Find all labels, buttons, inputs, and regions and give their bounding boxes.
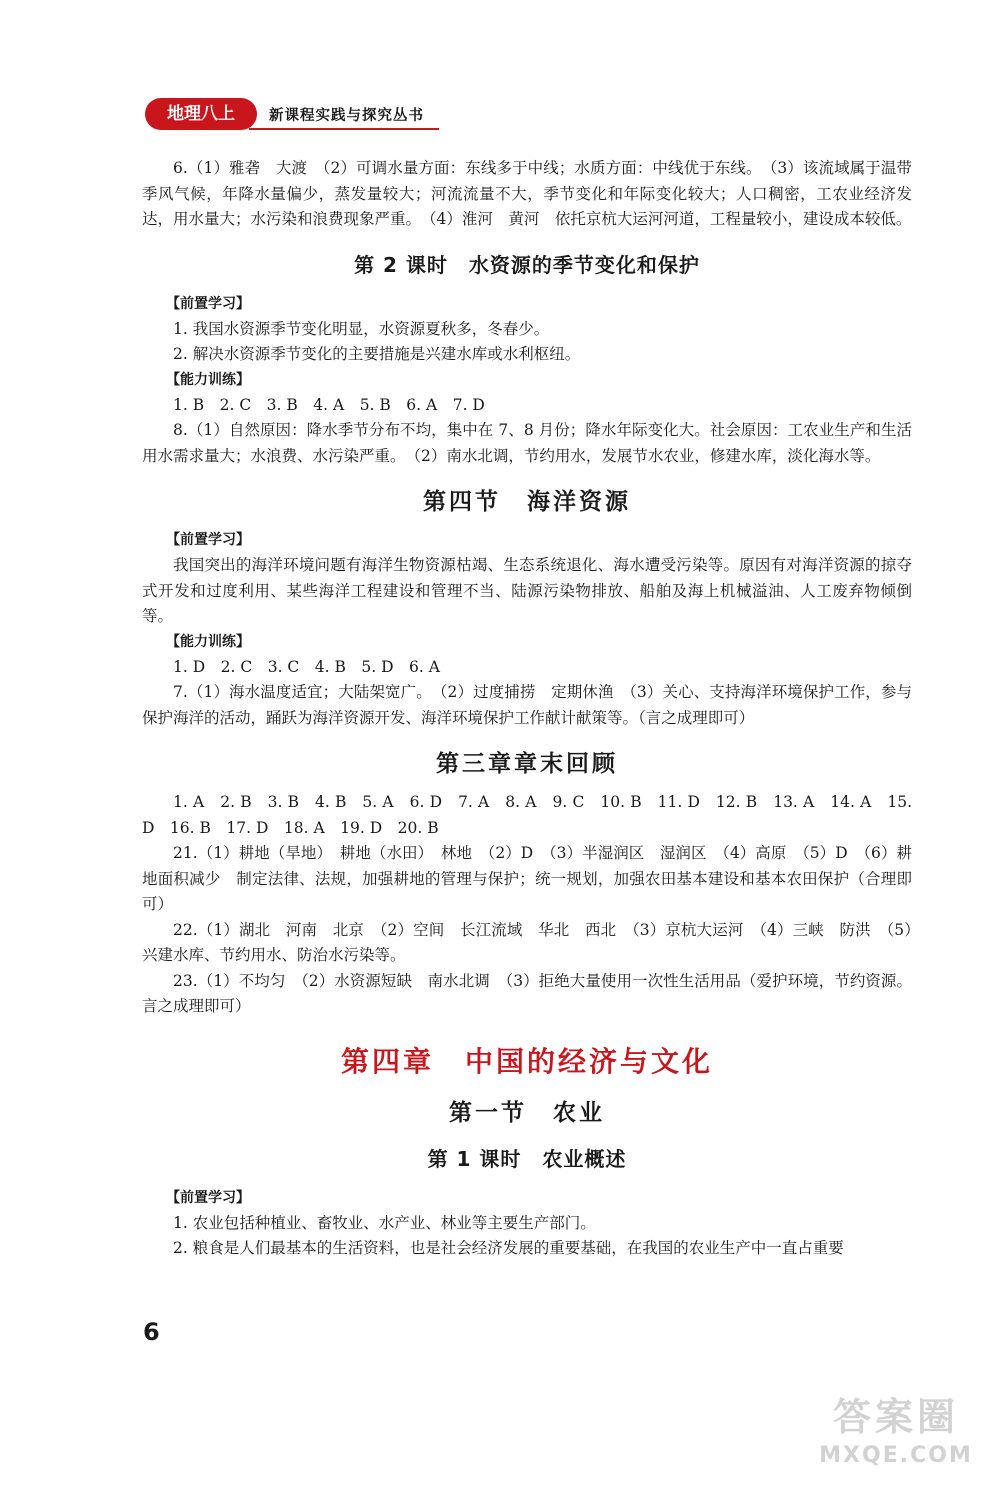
answer-q6: 6.（1）雅砻 大渡 （2）可调水量方面：东线多于中线；水质方面：中线优于东线。 （3）该流域属于温带季风气候，年降水量偏少，蒸发量较大；河流流量不大，季节变化和年际变化较大；人口稠密，工农业经济发达，用水量大；水污染和浪费现象严重。 （4）淮河 黄河 依托京杭大运河河道，工程量较小，建设成本较低。: [142, 159, 912, 228]
label-ability-training: 【能力训练】: [166, 633, 250, 650]
subject-badge: 地理八上: [145, 98, 257, 130]
section-4-title: 第四节 海洋资源: [423, 489, 631, 515]
preview-answer-2: 2. 粮食是人们最基本的生活资料，也是社会经济发展的重要基础，在我国的农业生产中一直占重要: [173, 1239, 844, 1257]
answer-q23: 23.（1）不均匀 （2）水资源短缺 南水北调 （3）拒绝大量使用一次性生活用品（爱护环境，节约资源。言之成理即可）: [142, 971, 912, 1015]
running-header: [145, 98, 445, 134]
mc-answers: 1. B 2. C 3. B 4. A 5. B 6. A 7. D: [173, 395, 485, 414]
watermark-url: MXQE.COM: [819, 1443, 973, 1468]
chapter-4-title: 第四章 中国的经济与文化: [340, 1044, 713, 1078]
preview-answer-1: 1. 我国水资源季节变化明显，水资源夏秋多，冬春少。: [173, 319, 550, 338]
answer-q7: 7.（1）海水温度适宜；大陆架宽广。 （2）过度捕捞 定期休渔 （3）关心、支持海洋环境保护工作，参与保护海洋的活动，踊跃为海洋资源开发、海洋环境保护工作献计献策等。（言之成理即可）: [142, 683, 912, 727]
page-content: [142, 156, 912, 1262]
label-preview-study: 【前置学习】: [166, 532, 250, 548]
series-title: 新课程实践与探究丛书: [269, 108, 424, 124]
chapter-review-title: 第三章章末回顾: [436, 751, 618, 777]
preview-text: 我国突出的海洋环境问题有海洋生物资源枯竭、生态系统退化、海水遭受污染等。原因有对海洋资源的掠夺式开发和过度利用、某些海洋工程建设和管理不当、陆源污染物排放、船舶及海上机械溢油、人工废弃物倾倒等。: [142, 556, 912, 625]
lesson-1-title: 第 1 课时 农业概述: [427, 1146, 627, 1171]
watermark-text: 答案圈: [832, 1395, 959, 1439]
preview-answer-1: 1. 农业包括种植业、畜牧业、水产业、林业等主要生产部门。: [173, 1213, 596, 1232]
label-preview-study: 【前置学习】: [166, 1189, 250, 1206]
answer-q22: 22.（1）湖北 河南 北京 （2）空间 长江流域 华北 西北 （3）京杭大运河 （4）三峡 防洪 （5）兴建水库、节约用水、防治水污染等。: [142, 920, 912, 964]
preview-answer-2: 2. 解决水资源季节变化的主要措施是兴建水库或水利枢纽。: [173, 345, 581, 363]
review-mc-answers: 1. A 2. B 3. B 4. B 5. A 6. D 7. A 8. A 9. C 10. B 11. D 12. B 13. A 14. A 15. D 16. B 17. D 18. A 19. D 20. B: [142, 793, 912, 837]
mc-answers: 1. D 2. C 3. C 4. B 5. D 6. A: [173, 657, 440, 676]
answer-q21: 21.（1）耕地（旱地） 耕地（水田） 林地 （2）D （3）半湿润区 湿润区 （4）高原 （5）D （6）耕地面积减少 制定法律、法规，加强耕地的管理与保护；统一规划，加强农田基本建设和基本农田保护（合理即可）: [142, 844, 912, 913]
label-preview-study: 【前置学习】: [166, 295, 250, 312]
section-1-title: 第一节 农业: [449, 1099, 605, 1126]
header-rule: [249, 128, 439, 130]
label-ability-training: 【能力训练】: [166, 371, 250, 388]
watermark-logo: [806, 1392, 986, 1480]
page-number: 6: [143, 1318, 160, 1346]
answer-q8: 8.（1）自然原因：降水季节分布不均，集中在 7、8 月份；降水年际变化大。社会原因：工农业生产和生活用水需求量大；水浪费、水污染严重。 （2）南水北调，节约用水，发展节水农业，修建水库，淡化海水等。: [142, 421, 912, 465]
lesson-2-title: 第 2 课时 水资源的季节变化和保护: [354, 252, 700, 277]
